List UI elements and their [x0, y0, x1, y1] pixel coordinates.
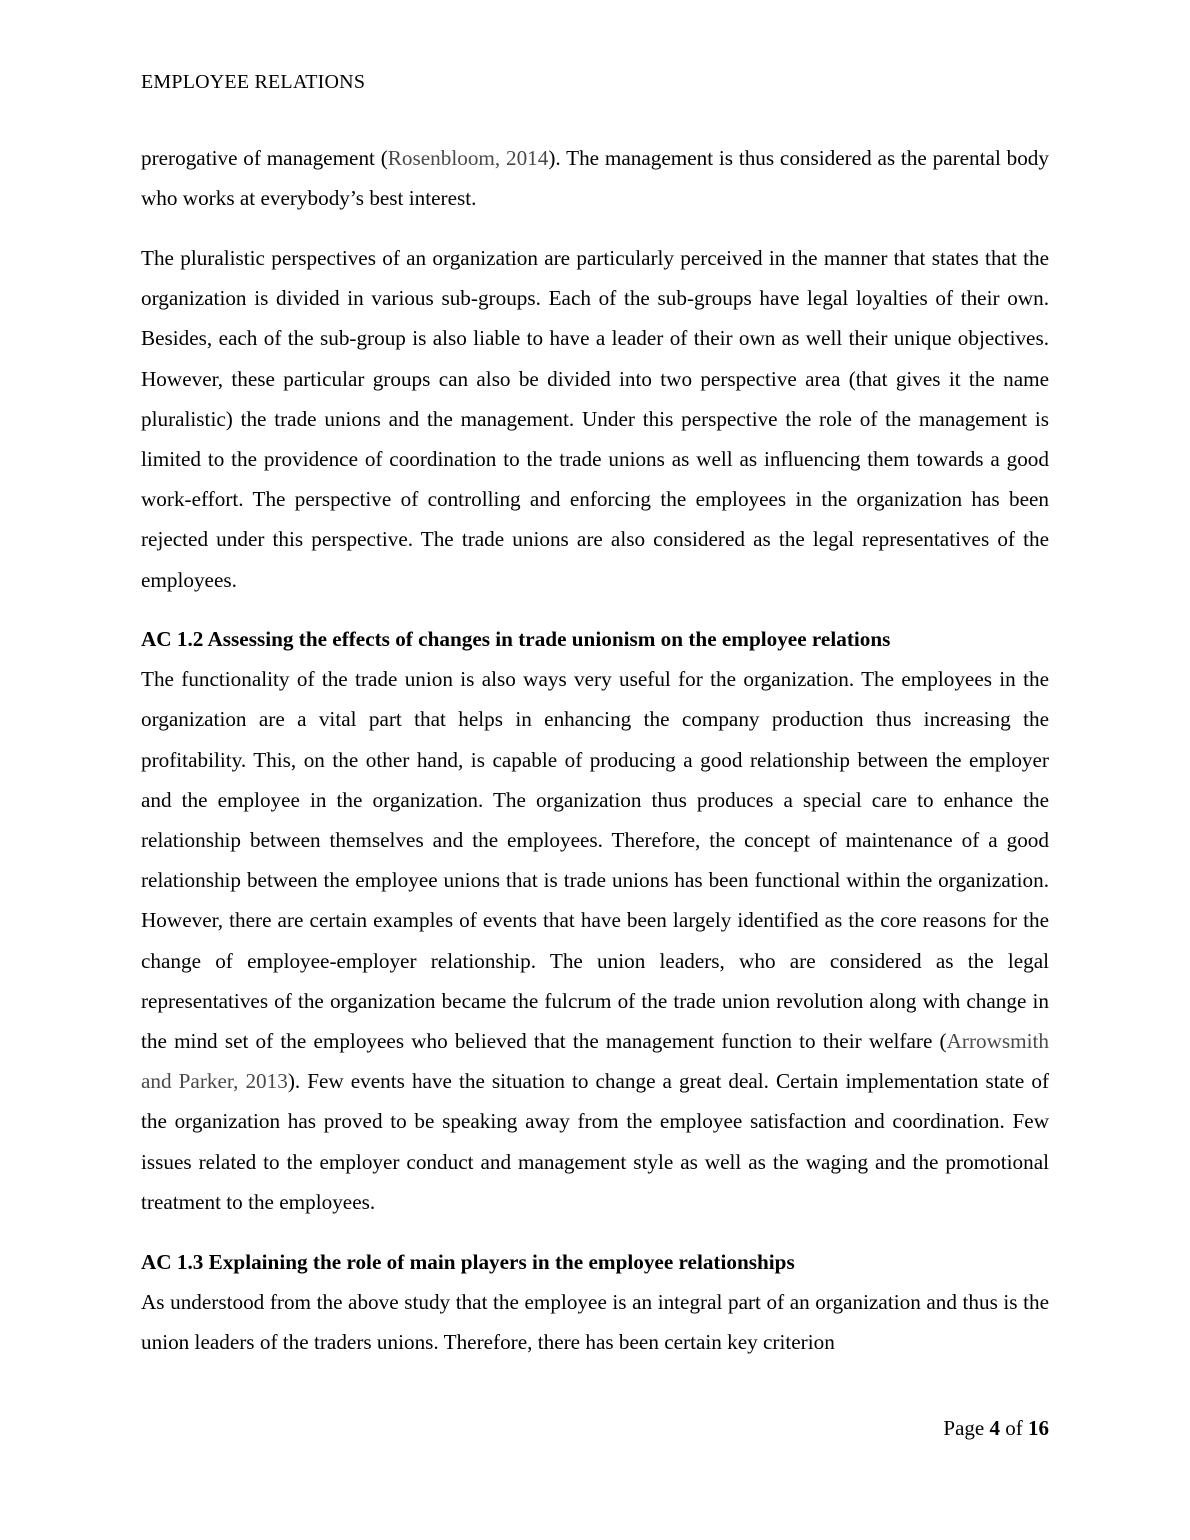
section-heading-ac-1-2: AC 1.2 Assessing the effects of changes in trade unionism on the employee relations	[141, 627, 891, 652]
page-label: Page	[943, 1416, 985, 1440]
citation-rosenbloom: Rosenbloom, 2014	[387, 146, 549, 170]
section-heading-ac-1-3: AC 1.3 Explaining the role of main players in the employee relationships	[141, 1249, 795, 1274]
body-text	[141, 138, 1049, 1362]
paragraph-1-text-b: ). The management is thus considered as the parental body who works at everybody’s best interest.	[141, 146, 1049, 211]
of-label: of	[1005, 1416, 1023, 1440]
paragraph-ac-1-2-text-a: The functionality of the trade union is also ways very useful for the organization. The employees in the organization are a vital part that helps in enhancing the company production thus increasing the profitability. This, on the other hand, is capable of producing a good relationship between the employer and the employee in the organization. The organization thus produces a special care to enhance the relationship between themselves and the employees. Therefore, the concept of maintenance of a good relationship between the employee unions that is trade unions has been functional within the organization. However, there are certain examples of events that have been largely identified as the core reasons for the change of employee-employer relationship. The union leaders, who are considered as the legal representatives of the organization became the fulcrum of the trade union revolution along with change in the mind set of the employees who believed that the management function to their welfare (	[141, 667, 1049, 1054]
paragraph-2: The pluralistic perspectives of an organization are particularly perceived in the manner that states that the organization is divided in various sub-groups. Each of the sub-groups have legal loyalties of their own. Besides, each of the sub-group is also liable to have a leader of their own as well their unique objectives. However, these particular groups can also be divided into two perspective area (that gives it the name pluralistic) the trade unions and the management. Under this perspective the role of the management is limited to the providence of coordination to the trade unions as well as influencing them towards a good work-effort. The perspective of controlling and enforcing the employees in the organization has been rejected under this perspective. The trade unions are also considered as the legal representatives of the employees.	[141, 245, 1049, 592]
page-number-footer	[943, 1416, 1049, 1441]
paragraph-1-text-a: prerogative of management (	[141, 146, 388, 170]
paragraph-ac-1-3: As understood from the above study that the employee is an integral part of an organization and thus is the union leaders of the traders unions. Therefore, there has been certain key criterion	[141, 1289, 1049, 1354]
citation-arrowsmith-parker: Arrowsmith and Parker, 2013	[141, 1029, 1049, 1094]
paragraph-ac-1-2-text-b: ). Few events have the situation to change a great deal. Certain implementation state of the organization has proved to be speaking away from the employee satisfaction and coordination. Few issues related to the employer conduct and management style as well as the waging and the promotional treatment to the employees.	[141, 1069, 1050, 1214]
running-header: EMPLOYEE RELATIONS	[141, 71, 366, 93]
paragraph-1	[141, 138, 1049, 218]
page-number: 4	[989, 1416, 1000, 1440]
paragraph-ac-1-2	[141, 659, 1049, 1222]
page-total: 16	[1028, 1416, 1049, 1440]
